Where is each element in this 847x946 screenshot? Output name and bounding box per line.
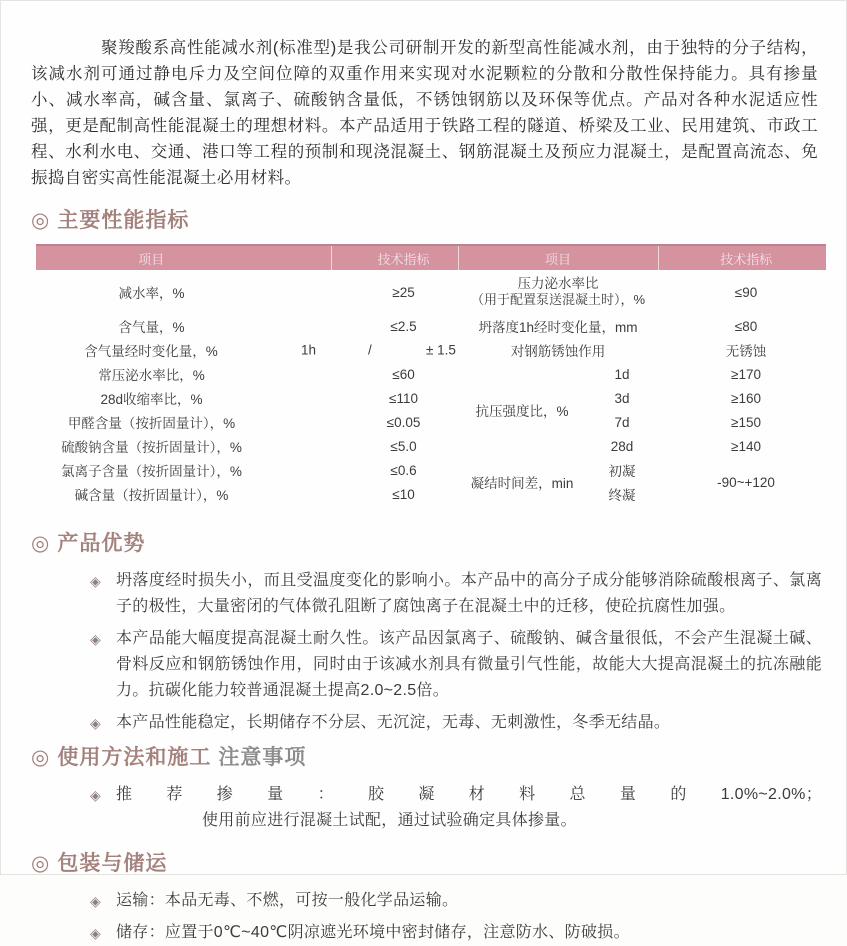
cell-slash: / bbox=[368, 342, 372, 358]
section-title-text-secondary: 注意事项 bbox=[218, 746, 307, 769]
table-header-row bbox=[36, 245, 826, 270]
cell-value: ≥25 bbox=[392, 284, 415, 300]
list-item bbox=[89, 920, 822, 946]
cell-group-label-setting-time: 凝结时间差，min bbox=[470, 476, 574, 491]
section-marker-icon: ◎ bbox=[31, 209, 51, 232]
section-title-text: 产品优势 bbox=[57, 532, 146, 555]
cell-item: 坍落度1h经时变化量，mm bbox=[478, 320, 638, 335]
cell-age: 3d bbox=[614, 390, 630, 406]
cell-value: ≤0.05 bbox=[386, 414, 421, 430]
diamond-bullet-icon: ◈ bbox=[90, 715, 102, 731]
header-item-left: 项目 bbox=[36, 245, 331, 270]
cell-value: ≥170 bbox=[731, 366, 761, 382]
header-item-right: 项目 bbox=[458, 245, 658, 270]
cell-setting-initial: 初凝 bbox=[608, 464, 636, 479]
transport-text: 运输：本品无毒、不燃，可按一般化学品运输。 bbox=[116, 892, 459, 909]
table-header bbox=[36, 245, 826, 270]
cell-value: 无锈蚀 bbox=[725, 344, 767, 359]
table-row bbox=[36, 410, 826, 434]
cell-item: 硫酸钠含量（按折固量计），% bbox=[61, 440, 242, 455]
cell-age: 1d bbox=[614, 366, 630, 382]
cell-age: 7d bbox=[614, 414, 630, 430]
advantage-text: 坍落度经时损失小，而且受温度变化的影响小。本产品中的高分子成分能够消除硫酸根离子、氯离子的极性，大量密闭的气体微孔阻断了腐蚀离子在混凝土中的迁移，使砼抗腐性加强。 bbox=[116, 572, 822, 615]
cell-value: ≤0.6 bbox=[390, 462, 417, 478]
cell-item: 对钢筋锈蚀作用 bbox=[510, 344, 606, 359]
cell-item-line2: （用于配置泵送混凝土时），% bbox=[470, 292, 646, 307]
cell-item-air-change bbox=[36, 338, 458, 362]
diamond-bullet-icon: ◈ bbox=[90, 631, 102, 647]
list-item bbox=[89, 568, 822, 620]
list-item bbox=[89, 888, 822, 914]
cell-sub-time: 1h bbox=[301, 342, 317, 358]
section-title-text: 包装与储运 bbox=[57, 852, 168, 875]
advantage-text: 本产品能大幅度提高混凝土耐久性。该产品因氯离子、硫酸钠、碱含量很低，不会产生混凝土碱、骨料反应和钢筋锈蚀作用，同时由于该减水剂具有微量引气性能，故能大大提高混凝土的抗冻融能力。抗碳化能力较普通混凝土提高2.0~2.5倍。 bbox=[116, 630, 822, 699]
diamond-bullet-icon: ◈ bbox=[90, 893, 102, 909]
table-row bbox=[36, 434, 826, 458]
cell-value: ≥160 bbox=[731, 390, 761, 406]
section-title-usage bbox=[31, 744, 846, 772]
header-indicator-right: 技术指标 bbox=[658, 245, 826, 270]
cell-setting-final: 终凝 bbox=[608, 488, 636, 503]
advantage-text: 本产品性能稳定，长期储存不分层、无沉淀，无毒、无刺激性，冬季无结晶。 bbox=[116, 714, 671, 731]
table-row bbox=[36, 362, 826, 386]
cell-value: -90~+120 bbox=[717, 474, 775, 490]
usage-dosage-text: 推荐掺量：胶凝材料总量的1.0%~2.0%； bbox=[116, 786, 822, 803]
table-row bbox=[36, 338, 826, 362]
diamond-bullet-icon: ◈ bbox=[90, 925, 102, 941]
cell-item: 含气量，% bbox=[118, 320, 185, 335]
list-item bbox=[89, 782, 822, 834]
list-item bbox=[89, 710, 822, 736]
section-title-packaging bbox=[31, 850, 846, 878]
section-title-text-primary: 使用方法和施工 bbox=[57, 746, 212, 769]
cell-item: 甲醛含量（按折固量计），% bbox=[67, 416, 236, 431]
cell-value: ± 1.5 bbox=[426, 342, 456, 358]
diamond-bullet-icon: ◈ bbox=[90, 787, 102, 803]
cell-value: ≤10 bbox=[392, 486, 415, 502]
cell-item-line1: 压力泌水率比 bbox=[517, 276, 599, 291]
intro-paragraph: 聚羧酸系高性能减水剂(标准型)是我公司研制开发的新型高性能减水剂，由于独特的分子结构，该减水剂可通过静电斥力及空间位障的双重作用来实现对水泥颗粒的分散和分散性保持能力。具有掺量小、减水率高，碱含量、氯离子、硫酸钠含量低，不锈蚀钢筋以及环保等优点。产品对各种水泥适应性强，更是配制高性能混凝土的理想材料。本产品适用于铁路工程的隧道、桥梁及工业、民用建筑、市政工程、水利水电、交通、港口等工程的预制和现浇混凝土、钢筋混凝土及预应力混凝土，是配置高流态、免振捣自密实高性能混凝土必用材料。 bbox=[31, 39, 818, 187]
cell-item: 常压泌水率比，% bbox=[98, 368, 205, 383]
section-marker-icon: ◎ bbox=[31, 532, 51, 555]
cell-age: 28d bbox=[610, 438, 634, 454]
cell-value: ≤90 bbox=[734, 284, 758, 300]
cell-value: ≤2.5 bbox=[390, 318, 417, 334]
cell-value: ≥150 bbox=[731, 414, 761, 430]
cell-item: 氯离子含量（按折固量计），% bbox=[61, 464, 242, 479]
cell-item-label: 含气量经时变化量，% bbox=[84, 344, 218, 359]
advantages-list bbox=[89, 568, 822, 736]
header-indicator-left: 技术指标 bbox=[331, 245, 458, 270]
section-title-advantages bbox=[31, 530, 846, 558]
section-marker-icon: ◎ bbox=[31, 852, 51, 875]
cell-value: ≤80 bbox=[734, 318, 758, 334]
cell-item: 减水率，% bbox=[118, 286, 185, 301]
packaging-list bbox=[89, 888, 822, 946]
cell-item bbox=[458, 270, 658, 314]
section-title-text: 主要性能指标 bbox=[57, 209, 190, 232]
cell-value: ≥140 bbox=[731, 438, 761, 454]
section-title-performance bbox=[31, 207, 846, 235]
cell-item: 碱含量（按折固量计），% bbox=[74, 488, 229, 503]
cell-value: ≤110 bbox=[389, 390, 418, 406]
performance-table bbox=[36, 244, 826, 506]
table-row bbox=[36, 386, 826, 410]
usage-list bbox=[89, 782, 822, 834]
table-row bbox=[36, 458, 826, 482]
storage-text: 储存：应置于0℃~40℃阴凉遮光环境中密封储存，注意防水、防破损。 bbox=[116, 924, 630, 941]
table-row bbox=[36, 270, 826, 314]
cell-value: ≤60 bbox=[392, 366, 415, 382]
table-row bbox=[36, 314, 826, 338]
cell-group-label-compressive: 抗压强度比，% bbox=[475, 404, 569, 419]
list-item bbox=[89, 626, 822, 704]
cell-item: 28d收缩率比，% bbox=[100, 392, 203, 407]
diamond-bullet-icon: ◈ bbox=[90, 573, 102, 589]
section-marker-icon: ◎ bbox=[31, 746, 51, 769]
usage-note-text: 使用前应进行混凝土试配，通过试验确定具体掺量。 bbox=[202, 812, 577, 829]
cell-value: ≤5.0 bbox=[390, 438, 417, 454]
